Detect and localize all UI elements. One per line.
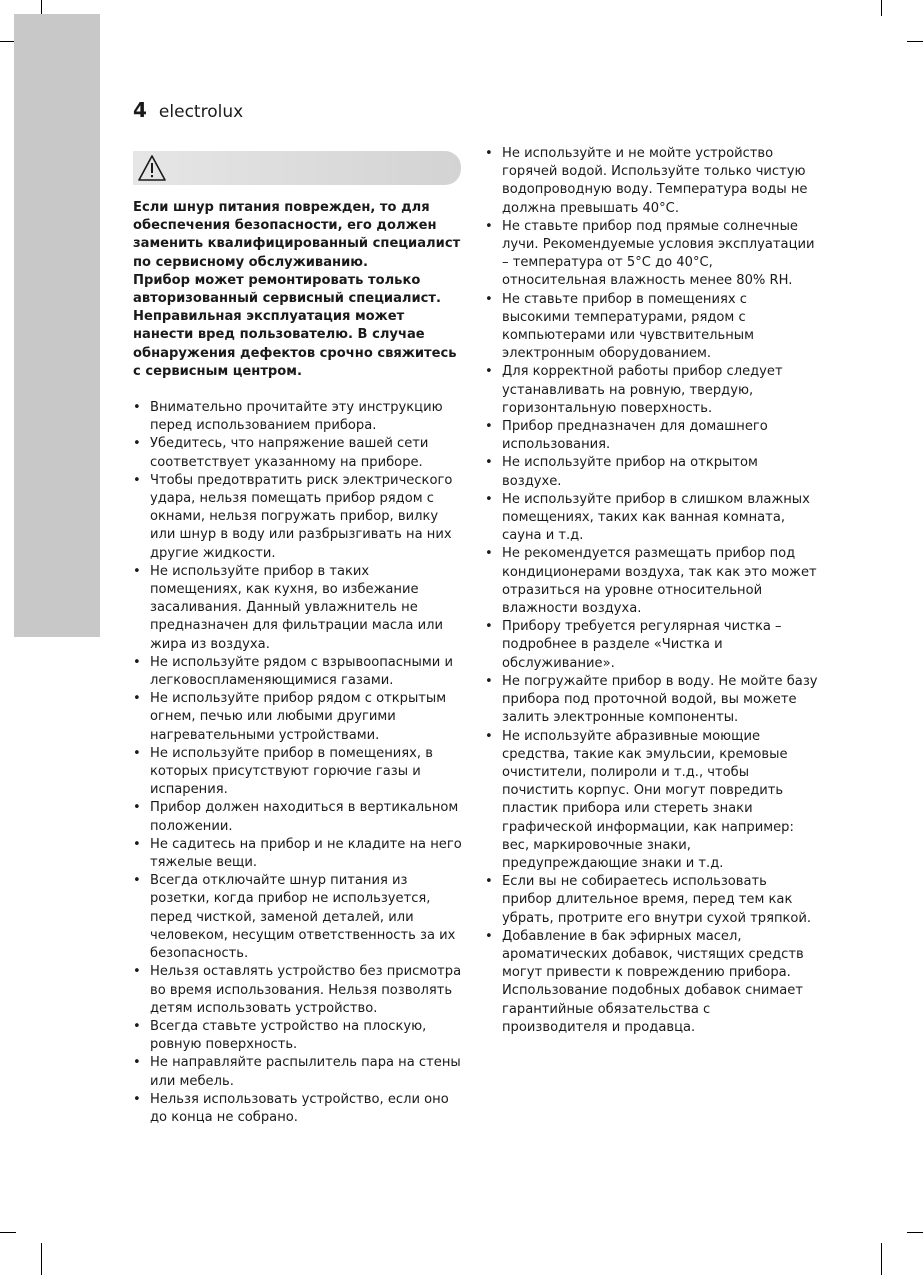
list-item: • Не используйте прибор в помещениях, в которых присутствуют горючие газы и испарения. xyxy=(133,745,464,800)
side-tab xyxy=(14,14,100,637)
list-item: • Не используйте прибор в таких помещениях, как кухня, во избежание засаливания. Данный увлажнитель не предназначен для фильтрации масла или жира из воздуха. xyxy=(133,563,464,654)
right-bullet-list xyxy=(485,145,818,1037)
warning-banner xyxy=(133,151,461,185)
crop-mark xyxy=(41,1243,42,1275)
list-item: • Не используйте прибор в слишком влажных помещениях, таких как ванная комната, сауна и т.д. xyxy=(485,491,818,546)
list-item: • Чтобы предотвратить риск электрического удара, нельзя помещать прибор рядом с окнами, нельзя погружать прибор, вилку или шнур в воду или разбрызгивать на них другие жидкости. xyxy=(133,472,464,563)
list-item: • Не погружайте прибор в воду. Не мойте базу прибора под проточной водой, вы можете залить электронные компоненты. xyxy=(485,673,818,728)
warning-triangle-icon xyxy=(137,154,167,186)
list-item: • Не направляйте распылитель пара на стены или мебель. xyxy=(133,1054,464,1090)
list-item: • Не используйте прибор на открытом воздухе. xyxy=(485,454,818,490)
crop-mark xyxy=(881,0,882,16)
list-item: • Если вы не собираетесь использовать прибор длительное время, перед тем как убрать, протрите его внутри сухой тряпкой. xyxy=(485,873,818,928)
list-item: • Всегда отключайте шнур питания из розетки, когда прибор не используется, перед чисткой, заменой деталей, или человеком, несущим ответственность за их безопасность. xyxy=(133,872,464,963)
list-item: • Не используйте рядом с взрывоопасными и легковоспламеняющимися газами. xyxy=(133,654,464,690)
list-item: • Не садитесь на прибор и не кладите на него тяжелые вещи. xyxy=(133,836,464,872)
list-item: • Не используйте прибор рядом с открытым огнем, печью или любыми другими нагревательными устройствами. xyxy=(133,690,464,745)
list-item: • Не рекомендуется размещать прибор под кондиционерами воздуха, так как это может отразиться на уровне относительной влажности воздуха. xyxy=(485,545,818,618)
crop-mark xyxy=(0,1232,16,1233)
list-item: • Не ставьте прибор в помещениях с высокими температурами, рядом с компьютерами или чувствительным электронным оборудованием. xyxy=(485,291,818,364)
crop-mark xyxy=(907,1232,923,1233)
list-item: • Прибору требуется регулярная чистка – подробнее в разделе «Чистка и обслуживание». xyxy=(485,618,818,673)
warning-paragraph: Прибор может ремонтировать только авторизованный сервисный специалист. Неправильная эксплуатация может нанести вред пользователю. В случае обнаружения дефектов срочно свяжитесь с сервисным центром. xyxy=(133,272,457,379)
warning-text xyxy=(133,199,463,381)
list-item: • Прибор должен находиться в вертикальном положении. xyxy=(133,799,464,835)
crop-mark xyxy=(881,1243,882,1275)
list-item: • Не используйте и не мойте устройство горячей водой. Используйте только чистую водопроводную воду. Температура воды не должна превышать 40°C. xyxy=(485,145,818,218)
crop-mark xyxy=(907,41,923,42)
list-item: • Не используйте абразивные моющие средства, такие как эмульсии, кремовые очистители, полироли и т.д., чтобы почистить корпус. Они могут повредить пластик прибора или стереть знаки графической информации, как например: вес, маркировочные знаки, предупреждающие знаки и т.д. xyxy=(485,728,818,874)
list-item: • Прибор предназначен для домашнего использования. xyxy=(485,418,818,454)
list-item: • Всегда ставьте устройство на плоскую, ровную поверхность. xyxy=(133,1018,464,1054)
warning-paragraph: Если шнур питания поврежден, то для обеспечения безопасности, его должен заменить квалифицированный специалист по сервисному обслуживанию. xyxy=(133,200,461,270)
page-header xyxy=(133,98,243,122)
left-bullet-list xyxy=(133,399,464,1127)
list-item: • Внимательно прочитайте эту инструкцию перед использованием прибора. xyxy=(133,399,464,435)
list-item: • Добавление в бак эфирных масел, ароматических добавок, чистящих средств могут привести к повреждению прибора. Использование подобных добавок снимает гарантийные обязательства с производителя и продавца. xyxy=(485,928,818,1037)
page-number: 4 xyxy=(133,98,147,122)
list-item: • Нельзя оставлять устройство без присмотра во время использования. Нельзя позволять детям использовать устройство. xyxy=(133,963,464,1018)
list-item: • Не ставьте прибор под прямые солнечные лучи. Рекомендуемые условия эксплуатации – температура от 5°C до 40°C, относительная влажность менее 80% RH. xyxy=(485,218,818,291)
list-item: • Убедитесь, что напряжение вашей сети соответствует указанному на приборе. xyxy=(133,435,464,471)
list-item: • Нельзя использовать устройство, если оно до конца не собрано. xyxy=(133,1091,464,1127)
list-item: • Для корректной работы прибор следует устанавливать на ровную, твердую, горизонтальную поверхность. xyxy=(485,363,818,418)
brand-name: electrolux xyxy=(158,102,244,122)
